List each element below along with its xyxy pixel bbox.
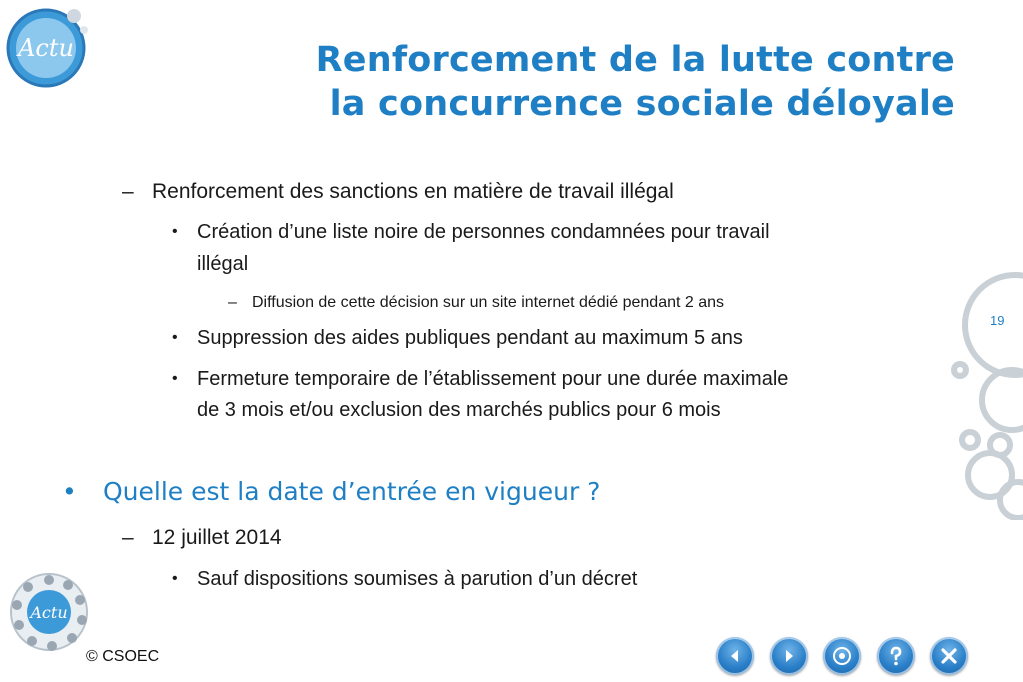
- home-icon: [831, 645, 853, 667]
- logo-text: Actu: [18, 34, 74, 62]
- item-fermeture-line-2: de 3 mois et/ou exclusion des marchés publics pour 6 mois: [197, 399, 721, 421]
- answer-date: 12 juillet 2014: [152, 526, 282, 549]
- dash-bullet: –: [228, 294, 237, 311]
- home-button[interactable]: [823, 637, 861, 675]
- item-blacklist-line-2: illégal: [197, 253, 249, 275]
- copyright: © CSOEC: [86, 648, 160, 665]
- answer-note: Sauf dispositions soumises à parution d’un décret: [197, 568, 638, 590]
- item-fermeture-line-1: Fermeture temporaire de l’établissement pour une durée maximale: [197, 368, 789, 390]
- item-sanctions: Renforcement des sanctions en matière de travail illégal: [152, 180, 674, 203]
- close-button[interactable]: [930, 637, 968, 675]
- item-blacklist-line-1: Création d’une liste noire de personnes condamnées pour travail: [197, 221, 770, 243]
- next-button[interactable]: [770, 637, 808, 675]
- help-button[interactable]: [877, 637, 915, 675]
- title-line-1: Renforcement de la lutte contre: [315, 40, 955, 80]
- close-icon: [939, 646, 959, 666]
- decorative-circles: [940, 270, 1023, 520]
- item-diffusion: Diffusion de cette décision sur un site internet dédié pendant 2 ans: [252, 294, 725, 311]
- dot-bullet: •: [62, 477, 77, 506]
- item-aides: Suppression des aides publiques pendant au maximum 5 ans: [197, 327, 743, 349]
- dash-bullet: –: [122, 526, 134, 549]
- dash-bullet: –: [122, 180, 134, 203]
- previous-button[interactable]: [716, 637, 754, 675]
- previous-icon: [727, 648, 743, 664]
- dot-bullet: •: [172, 223, 178, 240]
- slide-title: [255, 38, 955, 126]
- actu-logo-bottom: [6, 568, 92, 666]
- title-line-2: la concurrence sociale déloyale: [329, 84, 955, 124]
- help-icon: [885, 645, 907, 667]
- logo-text: Actu: [30, 603, 68, 622]
- dot-bullet: •: [172, 329, 178, 346]
- next-icon: [781, 648, 797, 664]
- actu-logo-top: [4, 4, 90, 90]
- dot-bullet: •: [172, 570, 178, 587]
- slide-number: 19: [990, 313, 1005, 328]
- question-heading: Quelle est la date d’entrée en vigueur ?: [103, 477, 601, 506]
- dot-bullet: •: [172, 370, 178, 387]
